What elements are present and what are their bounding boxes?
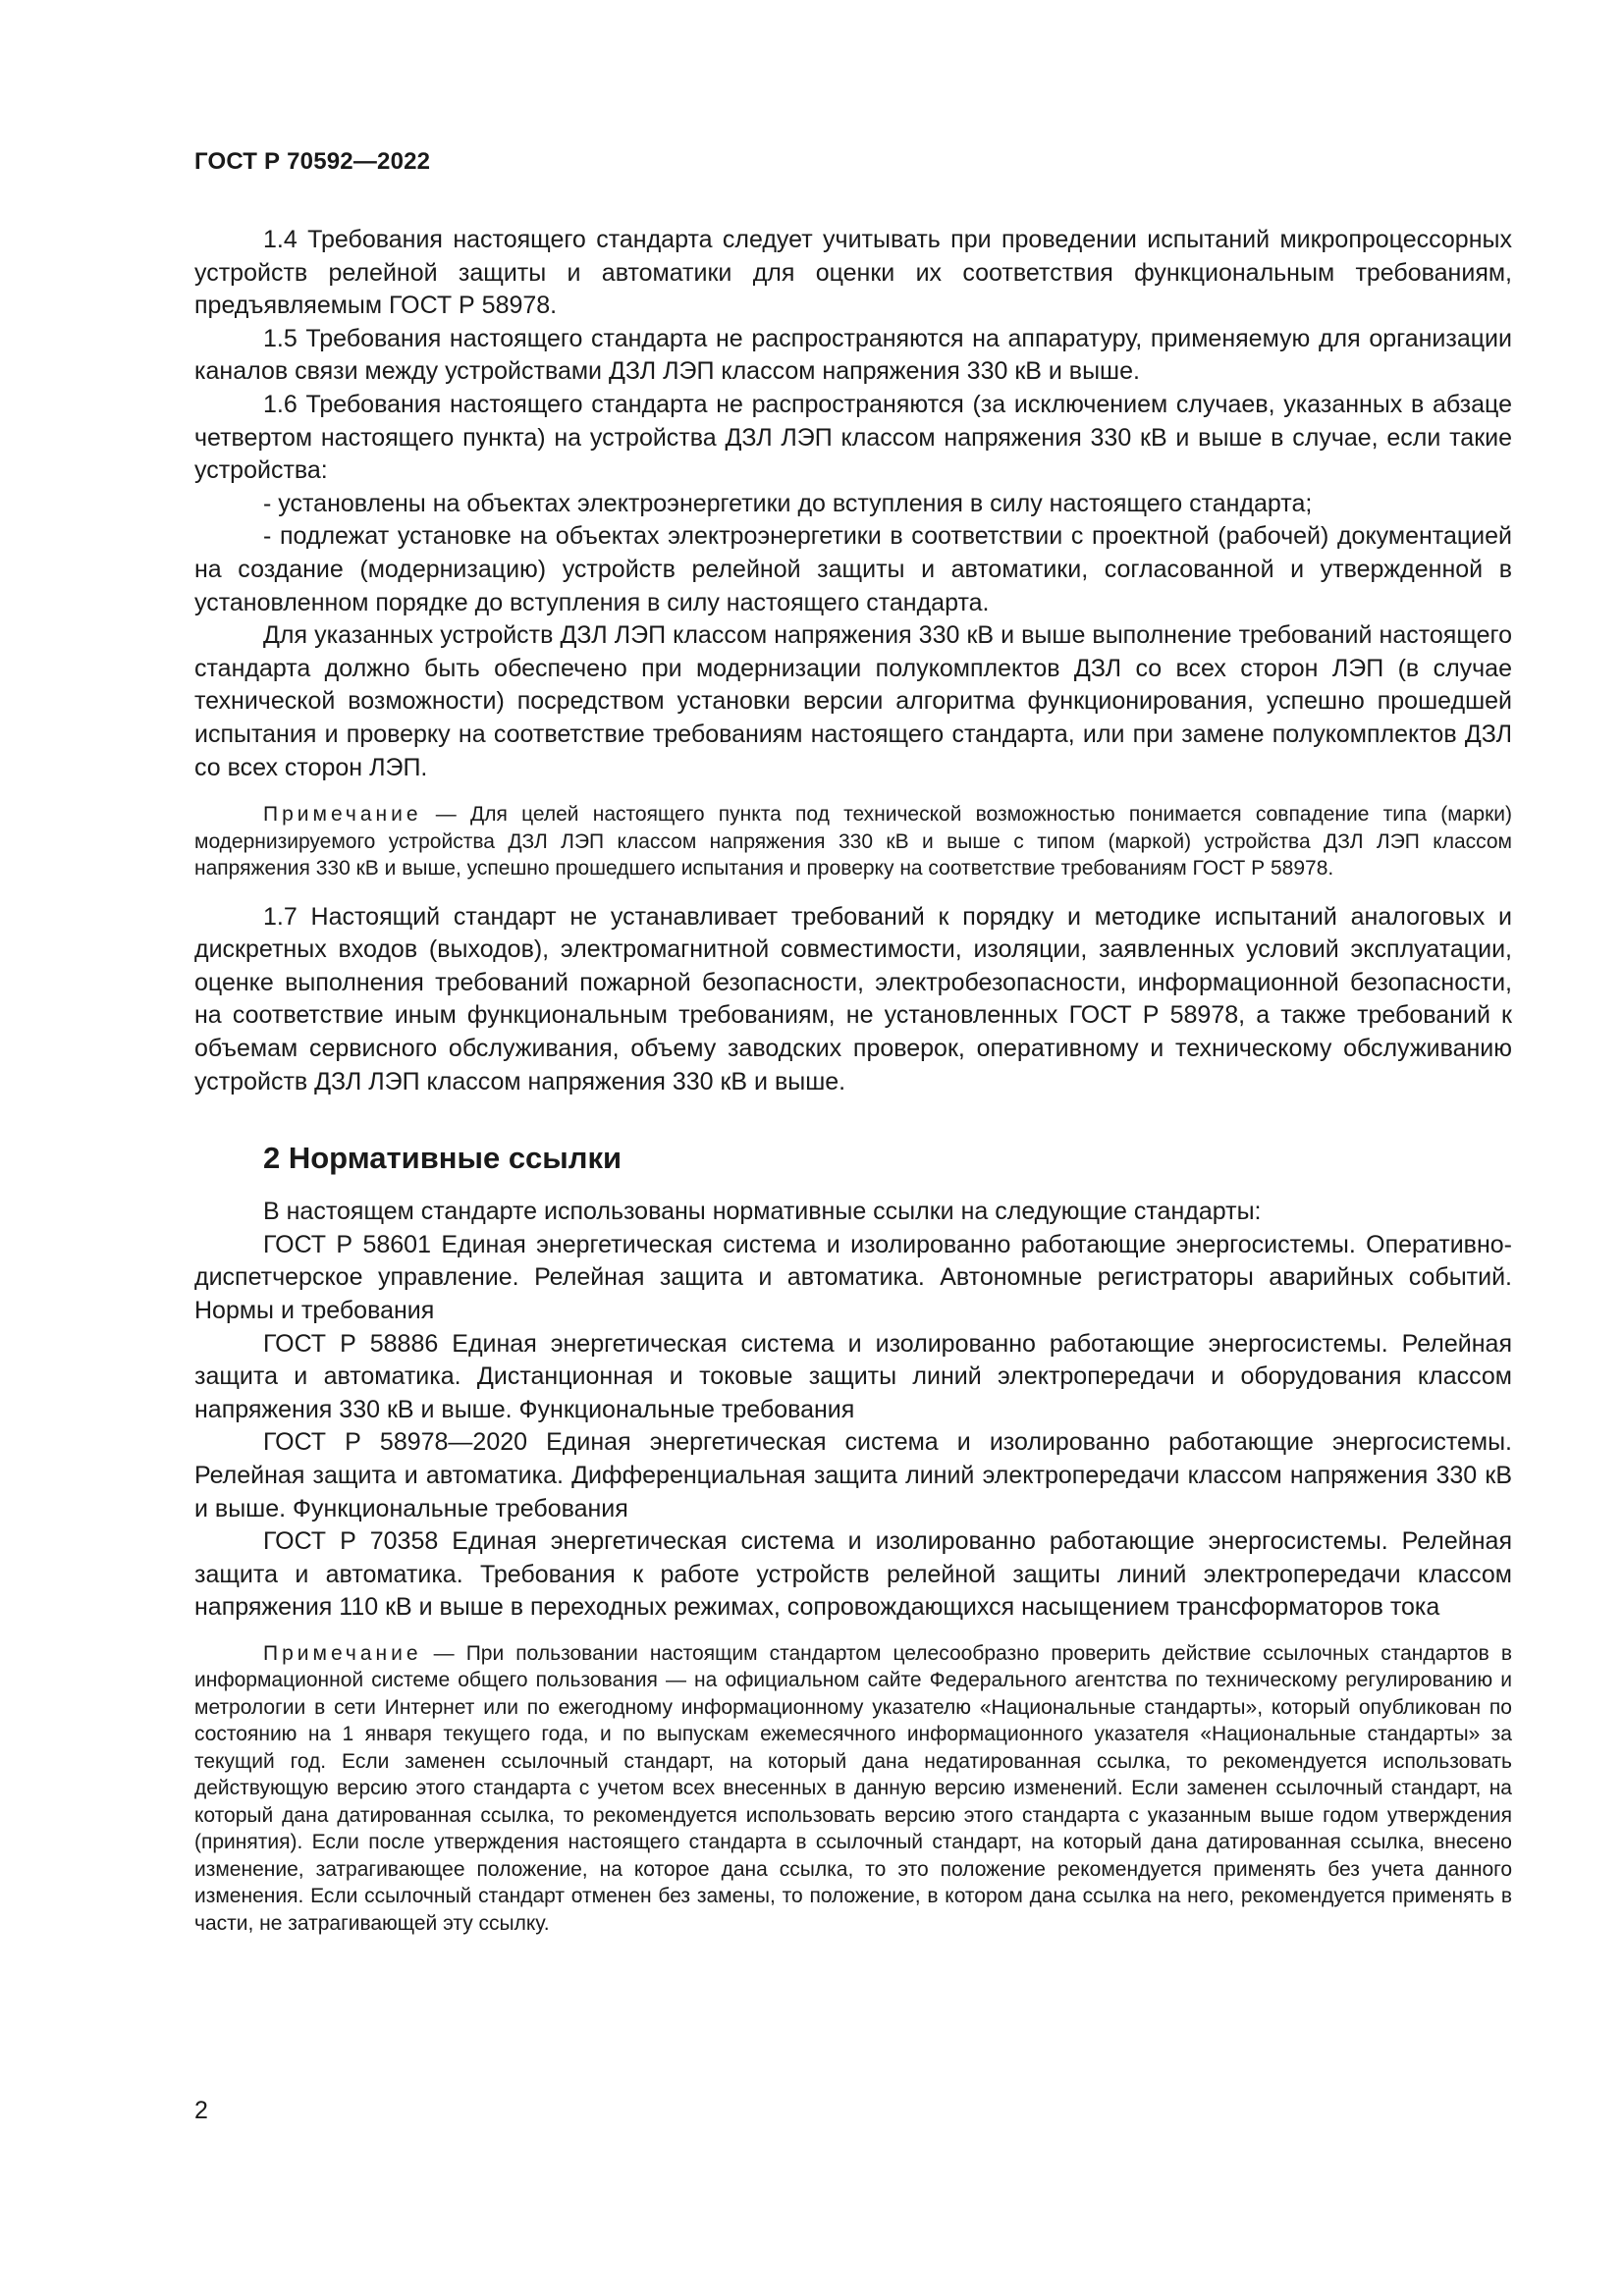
document-code-header: ГОСТ Р 70592—2022 [194, 148, 431, 175]
note-2-label: Примечание [263, 1641, 422, 1665]
note-2-text: — При пользовании настоящим стандартом целесообразно проверить действие ссылочных стандартов в информационной системе общего пользования — на официальном сайте Федерального агентства по техническому регулированию и метрологии в сети Интернет или по ежегодному информационному указателю «Национальные стандарты», который опубликован по состоянию на 1 января текущего года, и по выпускам ежемесячного информационного указателя «Национальные стандарты» за текущий год. Если заменен ссылочный стандарт, на который дана недатированная ссылка, то рекомендуется использовать действующую версию этого стандарта с учетом всех внесенных в данную версию изменений. Если заменен ссылочный стандарт, на который дана датированная ссылка, то рекомендуется использовать версию этого стандарта с указанным выше годом утверждения (принятия). Если после утверждения настоящего стандарта в ссылочный стандарт, на который дана датированная ссылка, внесено изменение, затрагивающее положение, на которое дана ссылка, то это положение рекомендуется применять без учета данного изменения. Если ссылочный стандарт отменен без замены, то положение, в котором дана ссылка на него, рекомендуется применять в части, не затрагивающей эту ссылку. [194, 1641, 1512, 1935]
note-1-label: Примечание [263, 803, 422, 827]
note-2 [194, 1640, 1512, 1938]
reference-item: ГОСТ Р 58978—2020 Единая энергетическая система и изолированно работающие энергосистемы. Релейная защита и автоматика. Дифференциальная защита линий электропередачи классом напряжения 330 кВ и выше. Функциональные требования [194, 1428, 1512, 1522]
paragraph-1-5: 1.5 Требования настоящего стандарта не распространяются на аппаратуру, применяемую для организации каналов связи между устройствами ДЗЛ ЛЭП классом напряжения 330 кВ и выше. [194, 324, 1512, 386]
paragraph-1-7: 1.7 Настоящий стандарт не устанавливает требований к порядку и методике испытаний аналоговых и дискретных входов (выходов), электромагнитной совместимости, изоляции, заявленных условий эксплуатации, оценке выполнения требований пожарной безопасности, электробезопасности, информационной безопасности, на соответствие иным функциональным требованиям, не установленных ГОСТ Р 58978, а также требований к объемам сервисного обслуживания, объему заводских проверок, оперативному и техническому обслуживанию устройств ДЗЛ ЛЭП классом напряжения 330 кВ и выше. [194, 902, 1512, 1095]
paragraph-1-6-item-1: - установлены на объектах электроэнергетики до вступления в силу настоящего стандарта; [263, 489, 1313, 517]
note-1-text: — Для целей настоящего пункта под технической возможностью понимается совпадение типа (марки) модернизируемого устройства ДЗЛ ЛЭП классом напряжения 330 кВ и выше с типом (маркой) устройства ДЗЛ ЛЭП классом напряжения 330 кВ и выше, успешно прошедшего испытания и проверку на соответствие требованиям ГОСТ Р 58978. [194, 803, 1512, 881]
reference-item: ГОСТ Р 70358 Единая энергетическая система и изолированно работающие энергосистемы. Релейная защита и автоматика. Требования к работе устройств релейной защиты линий электропередачи классом напряжения 110 кВ и выше в переходных режимах, сопровождающихся насыщением трансформаторов тока [194, 1527, 1512, 1622]
reference-item: ГОСТ Р 58601 Единая энергетическая система и изолированно работающие энергосистемы. Оперативно-диспетчерское управление. Релейная защита и автоматика. Автономные регистраторы аварийных событий. Нормы и требования [194, 1230, 1512, 1324]
note-1 [194, 801, 1512, 882]
section-2-title: 2 Нормативные ссылки [263, 1141, 623, 1176]
paragraph-1-6: 1.6 Требования настоящего стандарта не распространяются (за исключением случаев, указанных в абзаце четвертом настоящего пункта) на устройства ДЗЛ ЛЭП классом напряжения 330 кВ и выше в случае, если такие устройства: [194, 390, 1512, 485]
paragraph-1-6-devices: Для указанных устройств ДЗЛ ЛЭП классом напряжения 330 кВ и выше выполнение требований настоящего стандарта должно быть обеспечено при модернизации полукомплектов ДЗЛ со всех сторон ЛЭП (в случае технической возможности) посредством установки версии алгоритма функционирования, успешно прошедшей испытания и проверку на соответствие требованиям настоящего стандарта, или при замене полукомплектов ДЗЛ со всех сторон ЛЭП. [194, 621, 1512, 781]
page-number: 2 [194, 2097, 208, 2124]
paragraph-1-4: 1.4 Требования настоящего стандарта следует учитывать при проведении испытаний микропроцессорных устройств релейной защиты и автоматики для оценки их соответствия функциональным требованиям, предъявляемым ГОСТ Р 58978. [194, 226, 1512, 320]
section-2-intro: В настоящем стандарте использованы нормативные ссылки на следующие стандарты: [263, 1198, 1262, 1226]
document-page [194, 147, 1512, 1955]
paragraph-1-6-item-2: - подлежат установке на объектах электроэнергетики в соответствии с проектной (рабочей) документацией на создание (модернизацию) устройств релейной защиты и автоматики, согласованной и утвержденной в установленном порядке до вступления в силу настоящего стандарта. [194, 522, 1512, 616]
reference-item: ГОСТ Р 58886 Единая энергетическая система и изолированно работающие энергосистемы. Релейная защита и автоматика. Дистанционная и токовые защиты линий электропередачи и оборудования классом напряжения 330 кВ и выше. Функциональные требования [194, 1329, 1512, 1423]
